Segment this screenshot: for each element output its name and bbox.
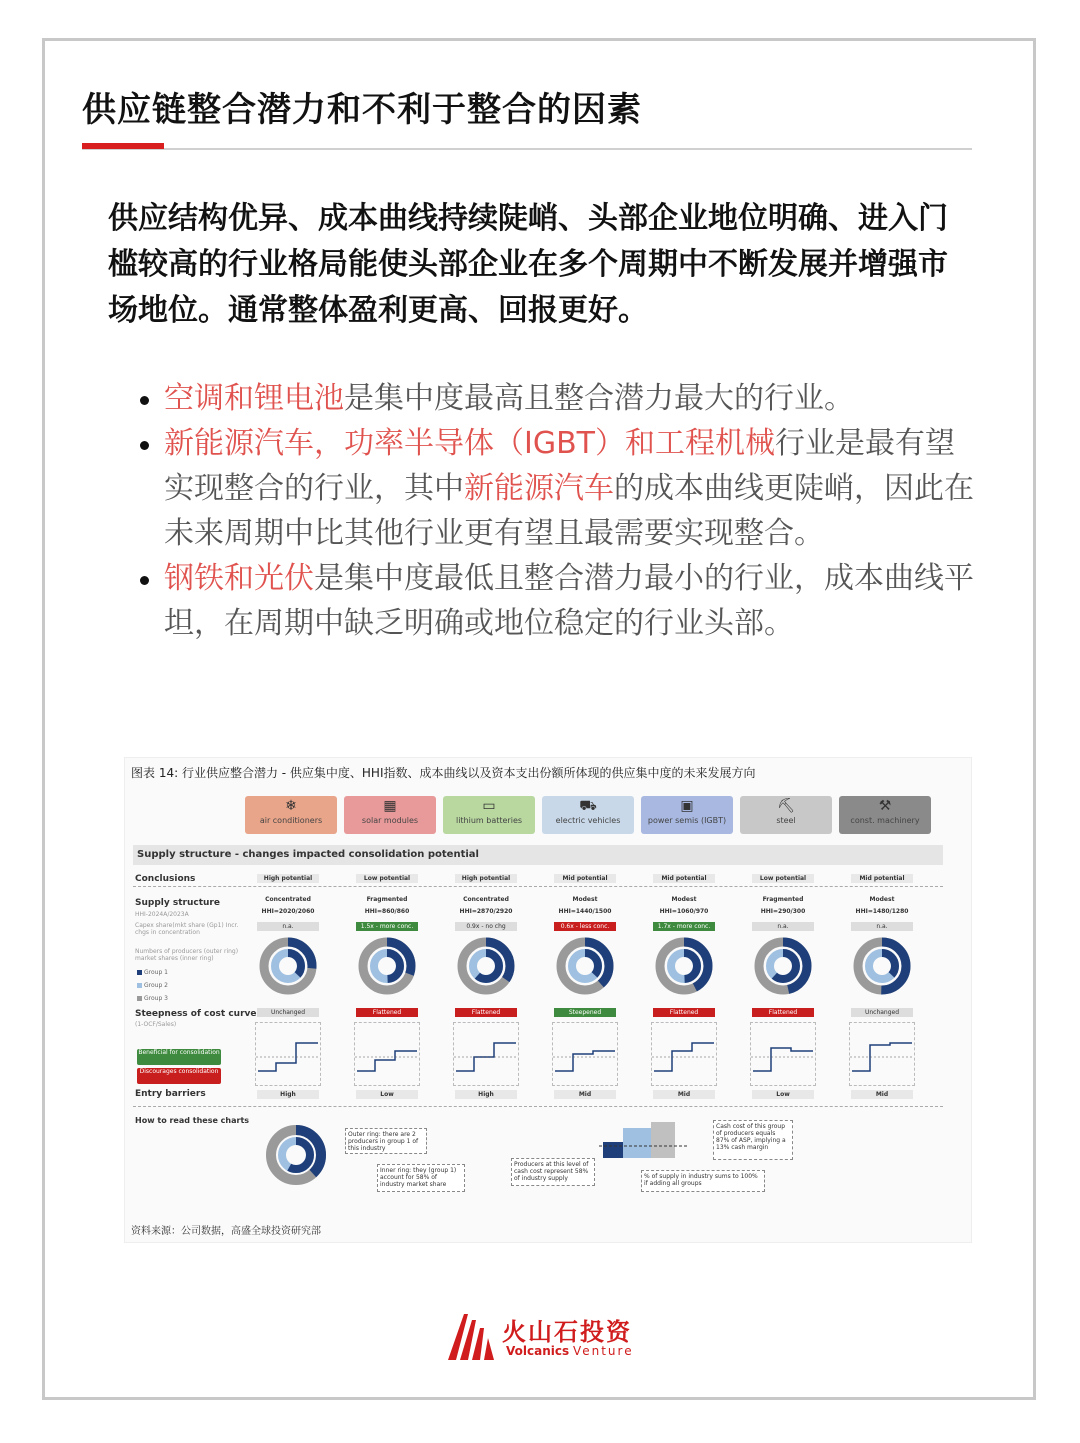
industry-column: [352, 870, 422, 1100]
title-divider: [82, 148, 972, 150]
hhi-text: HHI=860/860: [364, 908, 410, 915]
hhi-text: HHI=1480/1280: [855, 908, 909, 915]
industry-1: [344, 796, 436, 834]
industry-column: [847, 870, 917, 1100]
capex-tag: n.a.: [851, 922, 913, 931]
page-title: 供应链整合潜力和不利于整合的因素: [82, 90, 642, 130]
highlight-text: 新能源汽车: [464, 471, 614, 506]
conclusion-pill: High potential: [455, 874, 517, 883]
capex-tag: 0.9x - no chg: [455, 922, 517, 931]
note-pct: % of supply in industry sums to 100% if adding all groups: [641, 1170, 765, 1192]
structure-text: Modest: [869, 896, 895, 903]
cost-curve-box: [552, 1022, 618, 1086]
bullet-text: 是集中度最高且整合潜力最大的行业。: [344, 381, 854, 416]
figure-image: [124, 757, 972, 1243]
hhi-text: HHI=290/300: [760, 908, 806, 915]
entry-barrier-pill: Low: [752, 1090, 814, 1099]
howto-label: How to read these charts: [135, 1116, 250, 1125]
list-item: [108, 421, 974, 556]
air-conditioner-icon: ❄: [285, 798, 297, 814]
industry-5: [740, 796, 832, 834]
industry-column: [550, 870, 620, 1100]
curve-tag: Unchanged: [257, 1008, 319, 1017]
conclusion-pill: Low potential: [752, 874, 814, 883]
industry-3: [542, 796, 634, 834]
brand-name-en: Volcanics Venture: [506, 1344, 634, 1358]
curve-tag: Flattened: [455, 1008, 517, 1017]
conclusion-pill: Low potential: [356, 874, 418, 883]
hhi-text: HHI=1060/970: [659, 908, 709, 915]
hhi-text: HHI=1440/1500: [558, 908, 612, 915]
cost-curve-box: [354, 1022, 420, 1086]
structure-text: Concentrated: [463, 896, 509, 903]
row-sub-steep: (1-OCF/Sales): [135, 1021, 177, 1028]
bullet-dot-icon: [140, 441, 149, 450]
industry-label: solar modules: [361, 816, 419, 825]
chip-icon: ▣: [680, 798, 694, 814]
industry-2: [443, 796, 535, 834]
cost-curve-box: [651, 1022, 717, 1086]
supply-donut: [456, 936, 516, 996]
row-label-entry: Entry barriers: [135, 1089, 206, 1099]
brand-logo: [446, 1310, 646, 1362]
battery-icon: ▭: [482, 798, 496, 814]
industry-4: [641, 796, 733, 834]
industry-label: const. machinery: [850, 816, 920, 825]
industry-column: [451, 870, 521, 1100]
bullet-list: [108, 376, 974, 646]
bullet-text: 的成本曲线更陡峭，因此在未来周期中比其他行业更有望且最需要实现整合。: [164, 471, 974, 551]
supply-donut: [357, 936, 417, 996]
row-label-steepness: Steepness of cost curve: [135, 1009, 257, 1019]
cost-curve-line: [355, 1023, 419, 1085]
conclusion-pill: Mid potential: [851, 874, 913, 883]
industry-column: [649, 870, 719, 1100]
supply-donut: [753, 936, 813, 996]
conclusion-pill: High potential: [257, 874, 319, 883]
entry-barrier-pill: High: [257, 1090, 319, 1099]
cost-curve-box: [453, 1022, 519, 1086]
structure-text: Fragmented: [762, 896, 804, 903]
brand-name-cn: 火山石投资: [502, 1318, 632, 1346]
figure-source: 资料来源：公司数据，高盛全球投资研究部: [131, 1226, 321, 1237]
structure-text: Modest: [572, 896, 598, 903]
bullet-text: 行业是最有望实现整合的行业，其中: [164, 426, 956, 506]
bullet-dot-icon: [140, 396, 149, 405]
industry-header-row: [245, 796, 935, 834]
excavator-icon: ⚒: [878, 798, 892, 814]
lead-paragraph: 供应结构优异、成本曲线持续陡峭、头部企业地位明确、进入门槛较高的行业格局能使头部企业在多个周期中不断发展并增强市场地位。通常整体盈利更高、回报更好。: [108, 201, 948, 328]
entry-barrier-pill: Mid: [653, 1090, 715, 1099]
industry-0: [245, 796, 337, 834]
title-accent-bar: [82, 143, 164, 149]
curve-tag: Steepened: [554, 1008, 616, 1017]
highlight-text: 空调和锂电池: [164, 381, 344, 416]
structure-text: Fragmented: [366, 896, 408, 903]
car-icon: ⛟: [579, 798, 597, 814]
mine-cart-icon: ⛏: [777, 798, 795, 814]
note-inner: Inner ring: they (group 1) account for 58% of industry market share: [377, 1164, 465, 1192]
volcano-logo-icon: [446, 1310, 496, 1362]
supply-donut: [852, 936, 912, 996]
howto-donut: [261, 1120, 331, 1190]
legend-beneficial: Beneficial for consolidation: [137, 1049, 221, 1065]
cost-curve-line: [454, 1023, 518, 1085]
note-outer: Outer ring: there are 2 producers in group 1 of this industry: [345, 1128, 427, 1154]
cost-curve-box: [750, 1022, 816, 1086]
legend-discourages: Discourages consolidation: [137, 1068, 221, 1084]
solar-panel-icon: ▦: [383, 798, 397, 814]
supply-donut: [654, 936, 714, 996]
note-producers: Producers at this level of cash cost represent 58% of industry supply: [511, 1158, 595, 1186]
bullet-text: 是集中度最低且整合潜力最小的行业，成本曲线平坦，在周期中缺乏明确或地位稳定的行业头部。: [164, 561, 974, 641]
highlight-text: 钢铁和光伏: [164, 561, 314, 596]
cost-curve-box: [849, 1022, 915, 1086]
entry-barrier-pill: High: [455, 1090, 517, 1099]
figure-caption: 图表 14: 行业供应整合潜力 - 供应集中度、HHI指数、成本曲线以及资本支出份额所体现的供应集中度的未来发展方向: [131, 766, 756, 780]
curve-tag: Flattened: [752, 1008, 814, 1017]
capex-tag: n.a.: [257, 922, 319, 931]
industry-column: [253, 870, 323, 1100]
curve-tag: Flattened: [356, 1008, 418, 1017]
supply-donut: [555, 936, 615, 996]
industry-6: [839, 796, 931, 834]
divider-line: [133, 1106, 943, 1107]
row-sub-capex: Capex share(mkt share (Gp1) Incr. chgs in concentration: [135, 922, 239, 936]
list-item: [108, 556, 974, 646]
industry-column: [748, 870, 818, 1100]
cost-curve-line: [652, 1023, 716, 1085]
row-sub-producers: Numbers of producers (outer ring) market shares (inner ring): [135, 948, 239, 962]
legend-group3: Group 3: [137, 995, 168, 1002]
hhi-text: HHI=2870/2920: [459, 908, 513, 915]
capex-tag: 1.5x - more conc.: [356, 922, 418, 931]
section-band: Supply structure - changes impacted consolidation potential: [133, 845, 943, 865]
cost-curve-line: [850, 1023, 914, 1085]
cost-curve-line: [553, 1023, 617, 1085]
legend-group1: Group 1: [137, 969, 168, 976]
conclusion-pill: Mid potential: [554, 874, 616, 883]
bullet-dot-icon: [140, 576, 149, 585]
curve-tag: Flattened: [653, 1008, 715, 1017]
row-label-supply: Supply structure: [135, 898, 220, 908]
curve-tag: Unchanged: [851, 1008, 913, 1017]
supply-donut: [258, 936, 318, 996]
note-cashcost: Cash cost of this group of producers equals 87% of ASP, implying a 13% cash margin: [713, 1120, 793, 1160]
entry-barrier-pill: Mid: [554, 1090, 616, 1099]
capex-tag: 1.7x - more conc.: [653, 922, 715, 931]
highlight-text: 新能源汽车，功率半导体（IGBT）和工程机械: [164, 426, 776, 461]
industry-label: power semis (IGBT): [647, 816, 727, 825]
row-label-conclusions: Conclusions: [135, 874, 196, 884]
industry-label: electric vehicles: [555, 816, 621, 825]
legend-group2: Group 2: [137, 982, 168, 989]
row-sub-hhi: HHI-2024A/2023A: [135, 911, 189, 918]
list-item: [108, 376, 974, 421]
industry-label: lithium batteries: [455, 816, 523, 825]
structure-text: Concentrated: [265, 896, 311, 903]
entry-barrier-pill: Low: [356, 1090, 418, 1099]
cost-curve-line: [751, 1023, 815, 1085]
conclusion-pill: Mid potential: [653, 874, 715, 883]
industry-label: steel: [776, 816, 796, 825]
hhi-text: HHI=2020/2060: [261, 908, 315, 915]
entry-barrier-pill: Mid: [851, 1090, 913, 1099]
capex-tag: n.a.: [752, 922, 814, 931]
structure-text: Modest: [671, 896, 697, 903]
industry-label: air conditioners: [259, 816, 323, 825]
capex-tag: 0.6x - less conc.: [554, 922, 616, 931]
cost-curve-box: [255, 1022, 321, 1086]
cost-curve-line: [256, 1023, 320, 1085]
